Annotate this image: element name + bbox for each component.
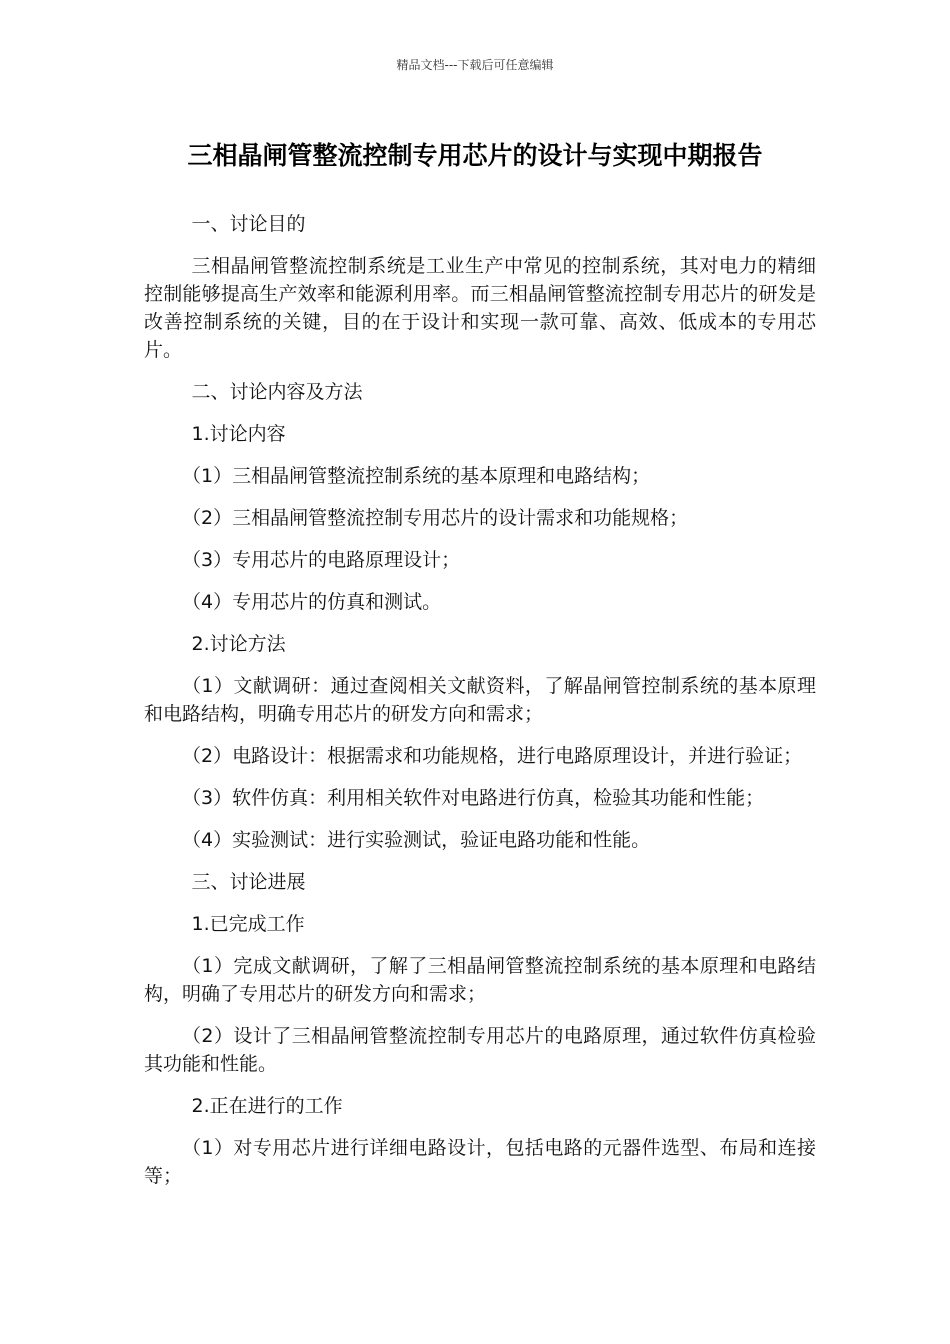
section-heading-progress: 三、讨论进展 bbox=[191, 871, 306, 893]
list-item: （1）文献调研：通过查阅相关文献资料，了解晶闸管控制系统的基本原理和电路结构，明确专用芯片的研发方向和需求； bbox=[144, 675, 816, 725]
section-heading-content-methods: 二、讨论内容及方法 bbox=[191, 381, 363, 403]
subheading-in-progress: 2.正在进行的工作 bbox=[191, 1095, 343, 1117]
document-body bbox=[144, 210, 816, 1204]
list-item: （3）软件仿真：利用相关软件对电路进行仿真，检验其功能和性能； bbox=[182, 787, 765, 809]
section-heading-purpose: 一、讨论目的 bbox=[191, 213, 306, 235]
subheading-completed: 1.已完成工作 bbox=[191, 913, 305, 935]
subheading-content: 1.讨论内容 bbox=[191, 423, 286, 445]
list-item: （4）专用芯片的仿真和测试。 bbox=[182, 591, 442, 613]
list-item: （2）三相晶闸管整流控制专用芯片的设计需求和功能规格； bbox=[182, 507, 689, 529]
list-item: （3）专用芯片的电路原理设计； bbox=[182, 549, 461, 571]
document-title: 三相晶闸管整流控制专用芯片的设计与实现中期报告 bbox=[187, 141, 763, 170]
paragraph-purpose: 三相晶闸管整流控制系统是工业生产中常见的控制系统，其对电力的精细控制能够提高生产效率和能源利用率。而三相晶闸管整流控制专用芯片的研发是改善控制系统的关键，目的在于设计和实现一款可靠、高效、低成本的专用芯片。 bbox=[144, 255, 816, 361]
subheading-methods: 2.讨论方法 bbox=[191, 633, 286, 655]
list-item: （1）对专用芯片进行详细电路设计，包括电路的元器件选型、布局和连接等； bbox=[144, 1137, 816, 1187]
list-item: （1）三相晶闸管整流控制系统的基本原理和电路结构； bbox=[182, 465, 651, 487]
list-item: （1）完成文献调研，了解了三相晶闸管整流控制系统的基本原理和电路结构，明确了专用芯片的研发方向和需求； bbox=[144, 955, 816, 1005]
list-item: （2）电路设计：根据需求和功能规格，进行电路原理设计，并进行验证； bbox=[182, 745, 803, 767]
header-note: 精品文档---下载后可任意编辑 bbox=[396, 58, 554, 72]
list-item: （4）实验测试：进行实验测试，验证电路功能和性能。 bbox=[182, 829, 651, 851]
list-item: （2）设计了三相晶闸管整流控制专用芯片的电路原理，通过软件仿真检验其功能和性能。 bbox=[144, 1025, 816, 1075]
